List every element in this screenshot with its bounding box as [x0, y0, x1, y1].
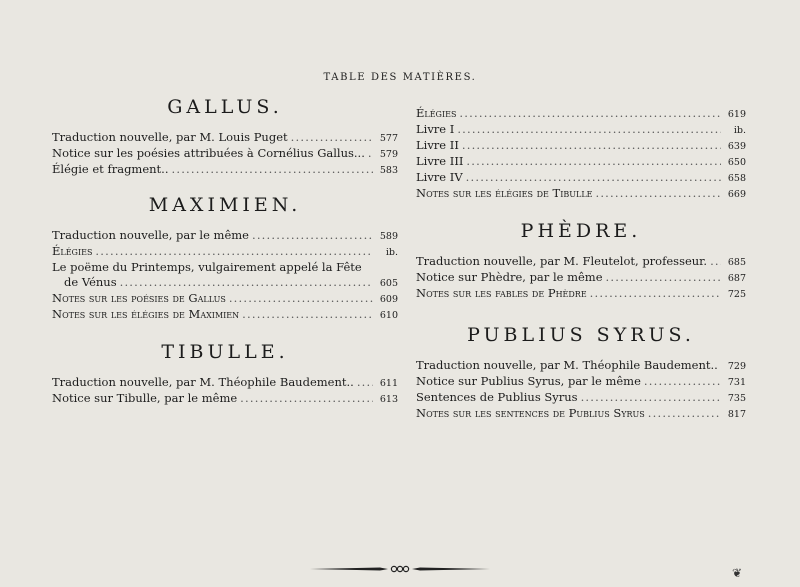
toc-entry [52, 391, 398, 407]
toc-entry [52, 260, 398, 275]
entry-label: Livre IV [416, 170, 463, 184]
entry-page: 589 [379, 231, 398, 242]
entry-label: Traduction nouvelle, par le même [52, 228, 249, 242]
entry-page: 685 [727, 257, 746, 268]
entry-label: Traduction nouvelle, par M. Théophile Baudement.. [416, 358, 718, 372]
tibulle-continued [416, 106, 746, 202]
entry-page: 658 [727, 173, 746, 184]
leader-dots [229, 291, 373, 306]
leader-dots [462, 138, 721, 153]
toc-entry [416, 358, 746, 374]
toc-entry [52, 228, 398, 244]
toc-entry [416, 406, 746, 422]
section-publius-syrus [416, 358, 746, 422]
entry-label: Sentences de Publius Syrus [416, 390, 578, 404]
entry-page: 583 [379, 165, 398, 176]
toc-entry [52, 130, 398, 146]
toc-entry [416, 122, 746, 138]
entry-page: 735 [727, 393, 746, 404]
toc-entry [416, 138, 746, 154]
toc-entry [416, 154, 746, 170]
toc-entry [52, 291, 398, 307]
toc-entry [52, 146, 398, 162]
entry-page: ib. [385, 247, 398, 258]
entry-page: 609 [379, 294, 398, 305]
toc-entry [52, 275, 398, 291]
section-heading-gallus: GALLUS. [167, 96, 283, 118]
leader-dots [581, 390, 721, 405]
entry-label: Notice sur Phèdre, par le même [416, 270, 603, 284]
entry-page: 577 [379, 133, 398, 144]
entry-label: Notes sur les sentences de Publius Syrus [416, 406, 645, 420]
toc-entry [52, 375, 398, 391]
leader-dots [606, 270, 721, 285]
entry-label: Le poëme du Printemps, vulgairement appelé la Fête [52, 260, 362, 274]
entry-page: 725 [727, 289, 746, 300]
entry-page: 817 [727, 409, 746, 420]
entry-label: Élégie et fragment.. [52, 162, 169, 176]
section-heading-publius-syrus: PUBLIUS SYRUS. [467, 324, 695, 346]
entry-label: Élégies [52, 244, 93, 258]
toc-entry [416, 390, 746, 406]
leader-dots [242, 307, 373, 322]
leader-dots [648, 406, 721, 421]
leader-dots [120, 275, 373, 290]
leader-dots [252, 228, 373, 243]
entry-page: 610 [379, 310, 398, 321]
toc-entry [416, 374, 746, 390]
toc-entry [52, 307, 398, 323]
leader-dots [368, 146, 373, 161]
leader-dots [171, 162, 373, 177]
entry-label: Livre III [416, 154, 464, 168]
section-heading-phedre: PHÈDRE. [520, 220, 642, 242]
leader-dots [240, 391, 373, 406]
leader-dots [459, 106, 721, 121]
corner-mark-icon: ❦ [732, 566, 743, 580]
section-heading-maximien: MAXIMIEN. [148, 194, 302, 216]
entry-page: 611 [379, 378, 398, 389]
toc-entry [416, 170, 746, 186]
entry-label: Notes sur les fables de Phèdre [416, 286, 587, 300]
entry-page: 619 [727, 109, 746, 120]
leader-dots [466, 170, 721, 185]
leader-dots [457, 122, 721, 137]
ornament-divider [310, 563, 490, 575]
leader-dots [644, 374, 721, 389]
entry-label: Élégies [416, 106, 457, 120]
entry-label: Livre I [416, 122, 455, 136]
entry-label: Notice sur Publius Syrus, par le même [416, 374, 641, 388]
entry-page: 669 [727, 189, 746, 200]
entry-page: 639 [727, 141, 746, 152]
entry-page: 687 [727, 273, 746, 284]
entry-label: Notice sur Tibulle, par le même [52, 391, 238, 405]
section-gallus [52, 130, 398, 178]
entry-page: 650 [727, 157, 746, 168]
entry-label: Notes sur les élégies de Tibulle [416, 186, 593, 200]
entry-label: Livre II [416, 138, 459, 152]
leader-dots [595, 186, 721, 201]
section-heading-tibulle: TIBULLE. [161, 341, 289, 363]
entry-page: 579 [379, 149, 398, 160]
entry-label: Traduction nouvelle, par M. Fleutelot, professeur. [416, 254, 708, 268]
right-column [416, 96, 746, 422]
entry-label: de Vénus [64, 275, 117, 289]
toc-entry [416, 106, 746, 122]
toc-entry [52, 162, 398, 178]
entry-label: Notice sur les poésies attribuées à Cornélius Gallus... [52, 146, 365, 160]
leader-dots [357, 375, 373, 390]
entry-label: Notes sur les poésies de Gallus [52, 291, 226, 305]
toc-entry [416, 254, 746, 270]
leader-dots [95, 244, 373, 259]
section-maximien [52, 228, 398, 323]
entry-page: 731 [727, 377, 746, 388]
leader-dots [466, 154, 721, 169]
entry-label: Traduction nouvelle, par M. Louis Puget [52, 130, 288, 144]
toc-entry [416, 186, 746, 202]
entry-page: 613 [379, 394, 398, 405]
page-title: TABLE DES MATIÈRES. [323, 72, 477, 83]
toc-entry [416, 270, 746, 286]
section-tibulle [52, 375, 398, 407]
entry-label: Traduction nouvelle, par M. Théophile Baudement.. [52, 375, 354, 389]
leader-dots [710, 254, 721, 269]
toc-entry [52, 244, 398, 260]
entry-label: Notes sur les élégies de Maximien [52, 307, 240, 321]
entry-page: 729 [727, 361, 746, 372]
section-phedre [416, 254, 746, 302]
entry-page: 605 [379, 278, 398, 289]
leader-dots [291, 130, 373, 145]
toc-entry [416, 286, 746, 302]
entry-page: ib. [733, 125, 746, 136]
leader-dots [590, 286, 721, 301]
left-column [52, 96, 398, 407]
